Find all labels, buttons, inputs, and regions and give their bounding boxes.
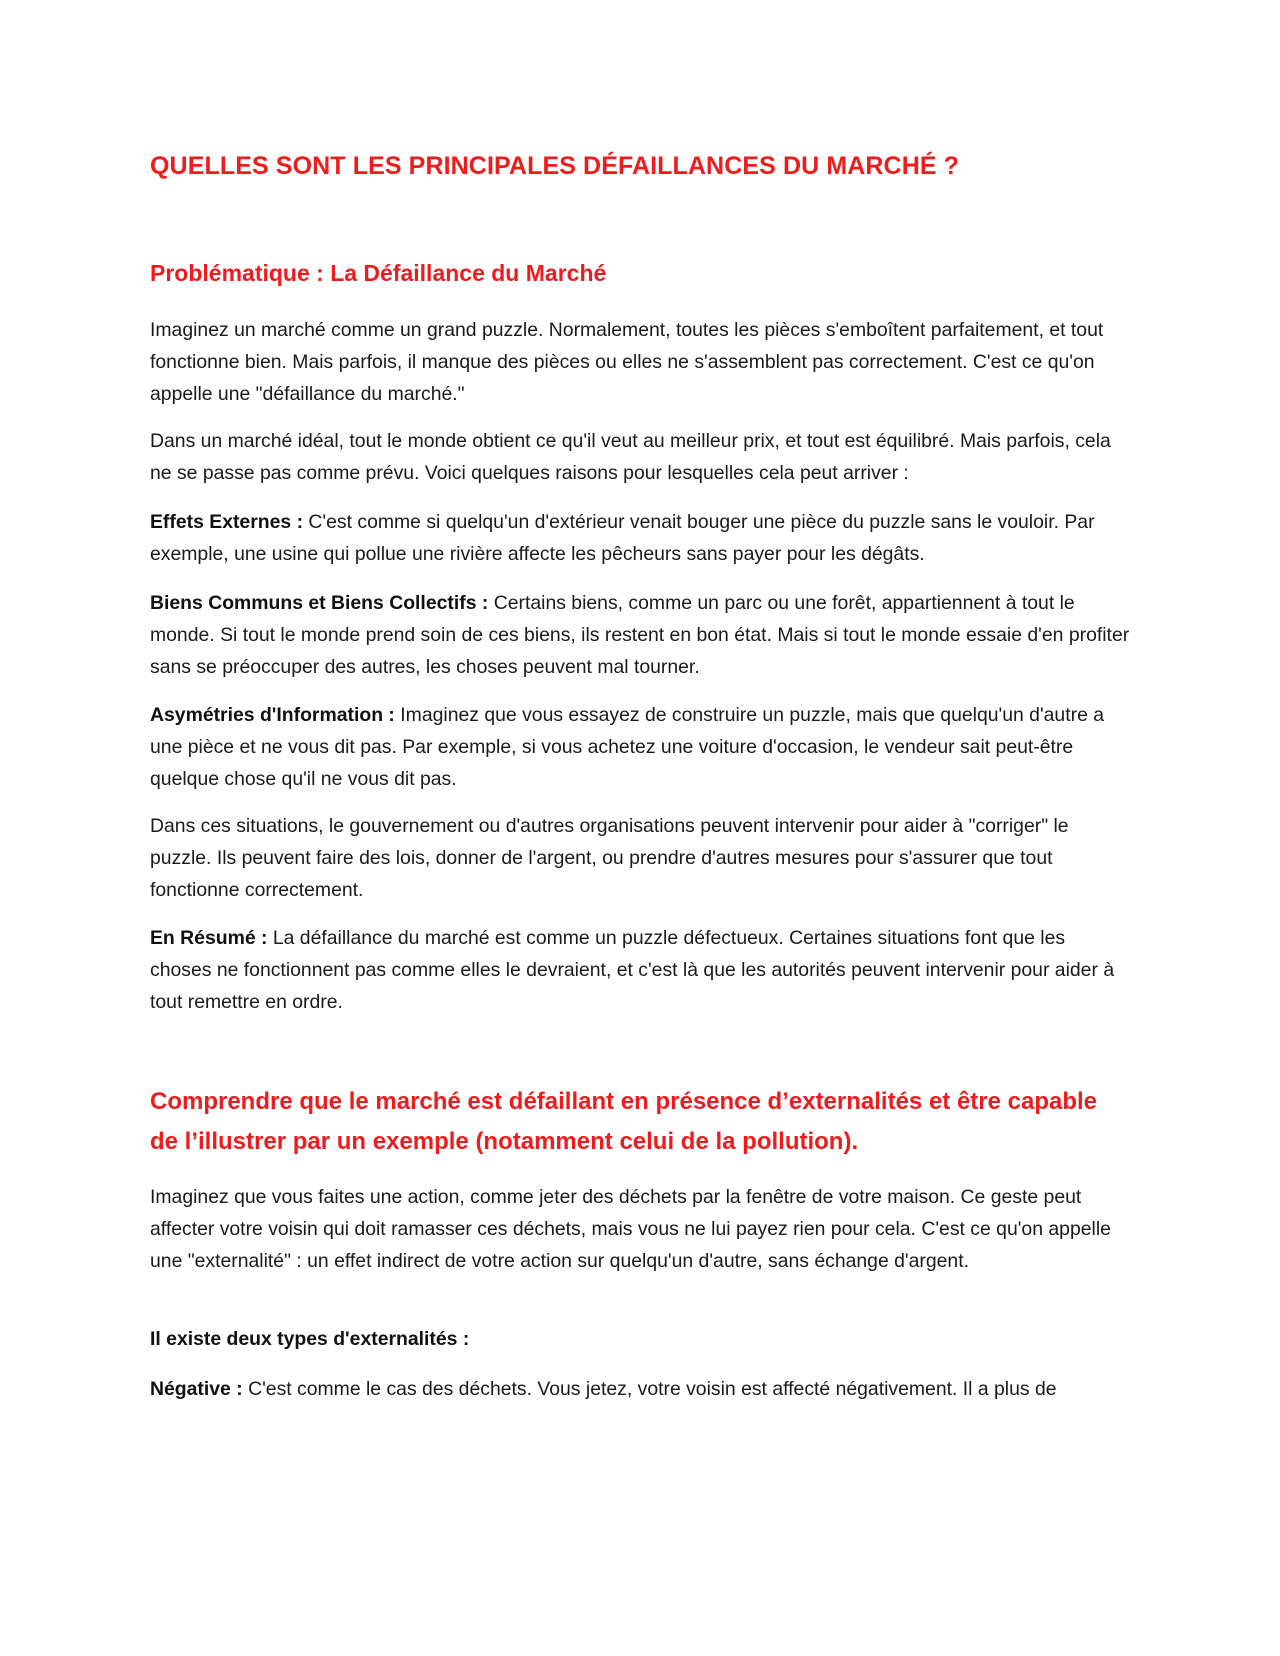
paragraph-effets-externes <box>150 506 1130 570</box>
term-effets-externes: Effets Externes : <box>150 511 304 533</box>
text-negative: C'est comme le cas des déchets. Vous jetez, votre voisin est affecté négativement. Il a plus de <box>242 1378 1057 1400</box>
paragraph-resume <box>150 922 1130 1018</box>
paragraph-ideal-market: Dans un marché idéal, tout le monde obtient ce qu'il veut au meilleur prix, et tout est équilibré. Mais parfois, cela ne se passe pas comme prévu. Voici quelques raisons pour lesquelles cela peut arriver : <box>150 430 1111 484</box>
section-heading-externalites: Comprendre que le marché est défaillant en présence d’externalités et être capable de l’illustrer par un exemple (notamment celui de la pollution). <box>150 1088 1098 1155</box>
document-title: QUELLES SONT LES PRINCIPALES DÉFAILLANCES DU MARCHÉ ? <box>150 152 960 180</box>
paragraph-biens-communs <box>150 587 1130 683</box>
term-biens-communs: Biens Communs et Biens Collectifs : <box>150 592 489 614</box>
term-asymetries: Asymétries d'Information : <box>150 704 395 726</box>
paragraph-types <box>150 1323 1130 1355</box>
text-asymetries: Imaginez que vous essayez de construire un puzzle, mais que quelqu'un d'autre a une pièce et ne vous dit pas. Par exemple, si vous achetez une voiture d'occasion, le vendeur sait peut-être quelque chose qu'il ne vous dit pas. <box>150 704 1105 790</box>
text-effets-externes: C'est comme si quelqu'un d'extérieur venait bouger une pièce du puzzle sans le vouloir. Par exemple, une usine qui pollue une rivière affecte les pêcheurs sans payer pour les dégâts. <box>150 511 1095 565</box>
text-biens-communs: Certains biens, comme un parc ou une forêt, appartiennent à tout le monde. Si tout le monde prend soin de ces biens, ils restent en bon état. Mais si tout le monde essaie d'en profiter sans se préoccuper des autres, les choses peuvent mal tourner. <box>150 592 1130 678</box>
paragraph-externalite-definition: Imaginez que vous faites une action, comme jeter des déchets par la fenêtre de votre maison. Ce geste peut affecter votre voisin qui doit ramasser ces déchets, mais vous ne lui payez rien pour cela. C'est ce qu'on appelle une "externalité" : un effet indirect de votre action sur quelqu'un d'autre, sans échange d'argent. <box>150 1186 1111 1272</box>
term-negative: Négative : <box>150 1378 243 1400</box>
term-resume: En Résumé : <box>150 927 268 949</box>
paragraph-negative <box>150 1373 1130 1405</box>
paragraph-intervention: Dans ces situations, le gouvernement ou d'autres organisations peuvent intervenir pour aider à "corriger" le puzzle. Ils peuvent faire des lois, donner de l'argent, ou prendre d'autres mesures pour s'assurer que tout fonctionne correctement. <box>150 815 1069 901</box>
paragraph-intro: Imaginez un marché comme un grand puzzle. Normalement, toutes les pièces s'emboîtent parfaitement, et tout fonctionne bien. Mais parfois, il manque des pièces ou elles ne s'assemblent pas correctement. C'est ce qu'on appelle une "défaillance du marché." <box>150 319 1104 405</box>
paragraph-asymetries <box>150 699 1130 795</box>
section-heading-problematique: Problématique : La Défaillance du Marché <box>150 260 607 286</box>
term-types-externalites: Il existe deux types d'externalités : <box>150 1328 470 1350</box>
text-resume: La défaillance du marché est comme un puzzle défectueux. Certaines situations font que les choses ne fonctionnent pas comme elles le devraient, et c'est là que les autorités peuvent intervenir pour aider à tout remettre en ordre. <box>150 927 1115 1013</box>
